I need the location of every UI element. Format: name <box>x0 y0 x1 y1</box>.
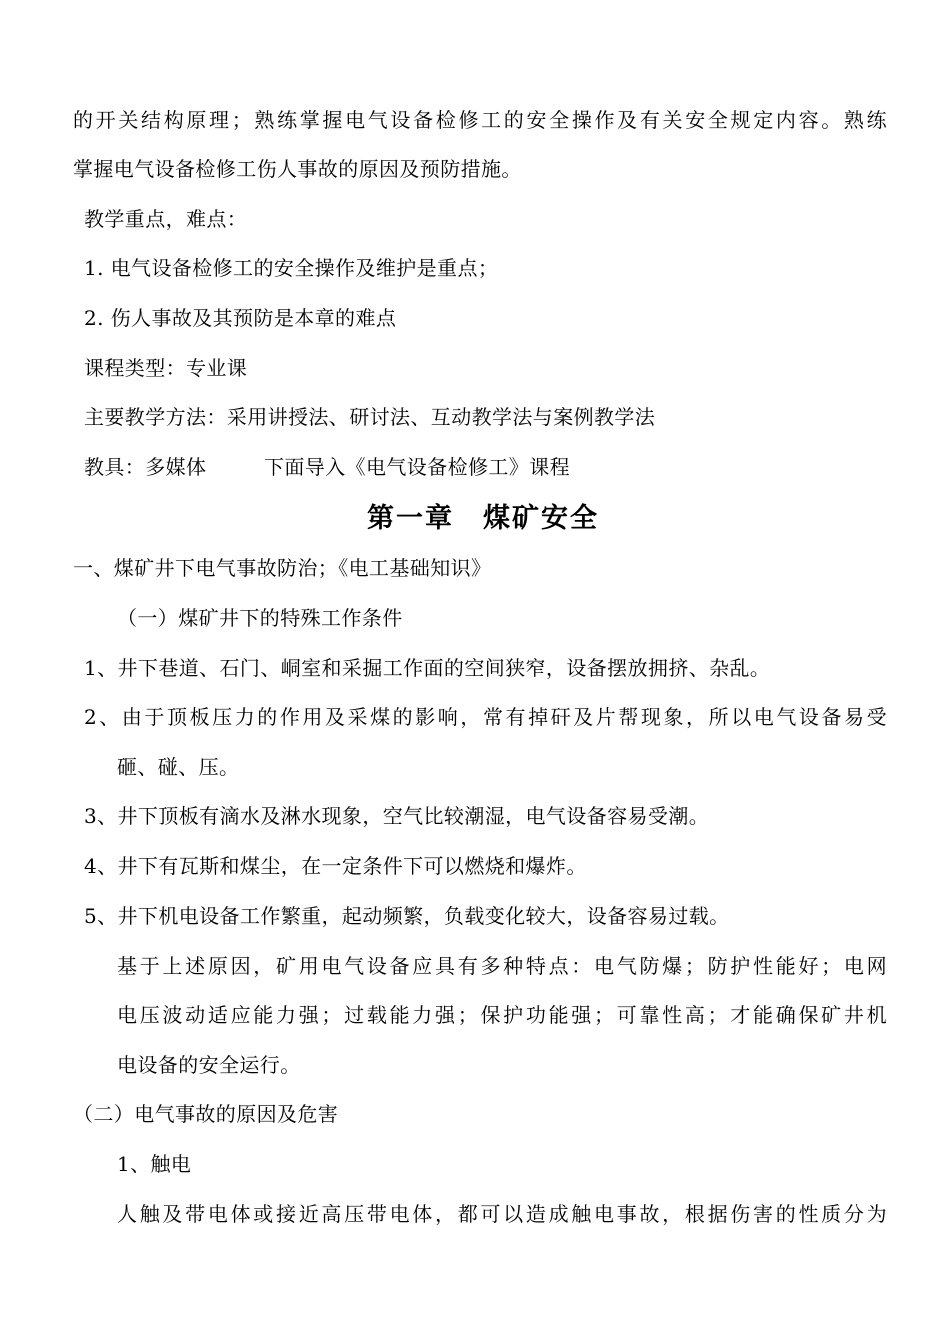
teaching-methods: 主要教学方法：采用讲授法、研讨法、互动教学法与案例教学法 <box>84 405 656 429</box>
subsection-2-title: （二）电气事故的原因及危害 <box>73 1102 339 1126</box>
section-title: 一、煤矿井下电气事故防治；《电工基础知识》 <box>73 556 492 580</box>
key-points-label: 教学重点，难点： <box>84 207 248 231</box>
condition-item-3: 3、井下顶板有滴水及淋水现象，空气比较潮湿，电气设备容易受潮。 <box>84 804 710 828</box>
course-type: 课程类型：专业课 <box>84 356 248 380</box>
condition-item-1: 1、井下巷道、石门、峒室和采掘工作面的空间狭窄，设备摆放拥挤、杂乱。 <box>84 656 771 680</box>
intro-line-2: 掌握电气设备检修工伤人事故的原因及预防措施。 <box>73 157 522 181</box>
key-point-1: 1. 电气设备检修工的安全操作及维护是重点； <box>84 256 499 280</box>
summary-line-2: 电压波动适应能力强；过载能力强；保护功能强；可靠性高；才能确保矿井机 <box>117 1003 887 1027</box>
intro-line-1: 的开关结构原理；熟练掌握电气设备检修工的安全操作及有关安全规定内容。熟练 <box>73 108 887 132</box>
chapter-title: 第一章 煤矿安全 <box>367 503 599 534</box>
subsection-1-title: （一）煤矿井下的特殊工作条件 <box>117 606 403 630</box>
condition-item-2-continued: 砸、碰、压。 <box>117 755 240 779</box>
course-introduction: 下面导入《电气设备检修工》课程 <box>264 455 570 479</box>
condition-item-5: 5、井下机电设备工作繁重，起动频繁，负载变化较大，设备容易过载。 <box>84 904 730 928</box>
key-point-2: 2. 伤人事故及其预防是本章的难点 <box>84 306 397 330</box>
condition-item-4: 4、井下有瓦斯和煤尘，在一定条件下可以燃烧和爆炸。 <box>84 854 587 878</box>
electric-shock-title: 1、触电 <box>117 1152 192 1176</box>
teaching-tools: 教具：多媒体 <box>84 455 207 479</box>
condition-item-2: 2、由于顶板压力的作用及采煤的影响，常有掉矸及片帮现象，所以电气设备易受 <box>84 705 887 729</box>
summary-line-3: 电设备的安全运行。 <box>117 1053 301 1077</box>
summary-line-1: 基于上述原因，矿用电气设备应具有多种特点：电气防爆；防护性能好；电网 <box>117 954 887 978</box>
electric-shock-text: 人触及带电体或接近高压带电体，都可以造成触电事故，根据伤害的性质分为 <box>117 1202 887 1226</box>
